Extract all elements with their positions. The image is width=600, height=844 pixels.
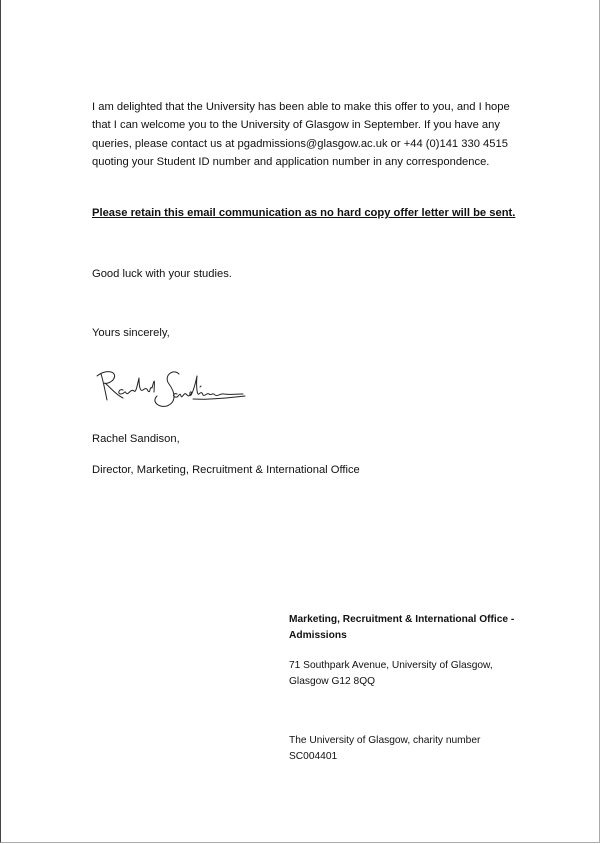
signatory-name: Rachel Sandison,	[92, 433, 180, 445]
intro-paragraph: I am delighted that the University has been able to make this offer to you, and I hope that I can welcome you to the University of Glasgow in September. If you have any queries, please contact us at pgadmissions@glasgow.ac.uk or +44 (0)141 330 4515 quoting your Student ID number and application number in any correspondence.	[92, 101, 510, 168]
handwritten-signature	[93, 366, 248, 411]
signatory-title: Director, Marketing, Recruitment & International Office	[92, 464, 360, 476]
office-name: Marketing, Recruitment & International Office - Admissions	[289, 614, 515, 641]
sign-off: Yours sincerely,	[92, 327, 170, 339]
charity-line-1: The University of Glasgow, charity number	[289, 735, 481, 746]
good-luck-text: Good luck with your studies.	[92, 268, 232, 280]
address-line-1: 71 Southpark Avenue, University of Glasgow,	[289, 660, 493, 671]
retain-notice: Please retain this email communication as no hard copy offer letter will be sent.	[92, 207, 516, 219]
address-line-2: Glasgow G12 8QQ	[289, 676, 376, 687]
charity-line-2: SC004401	[289, 751, 338, 762]
